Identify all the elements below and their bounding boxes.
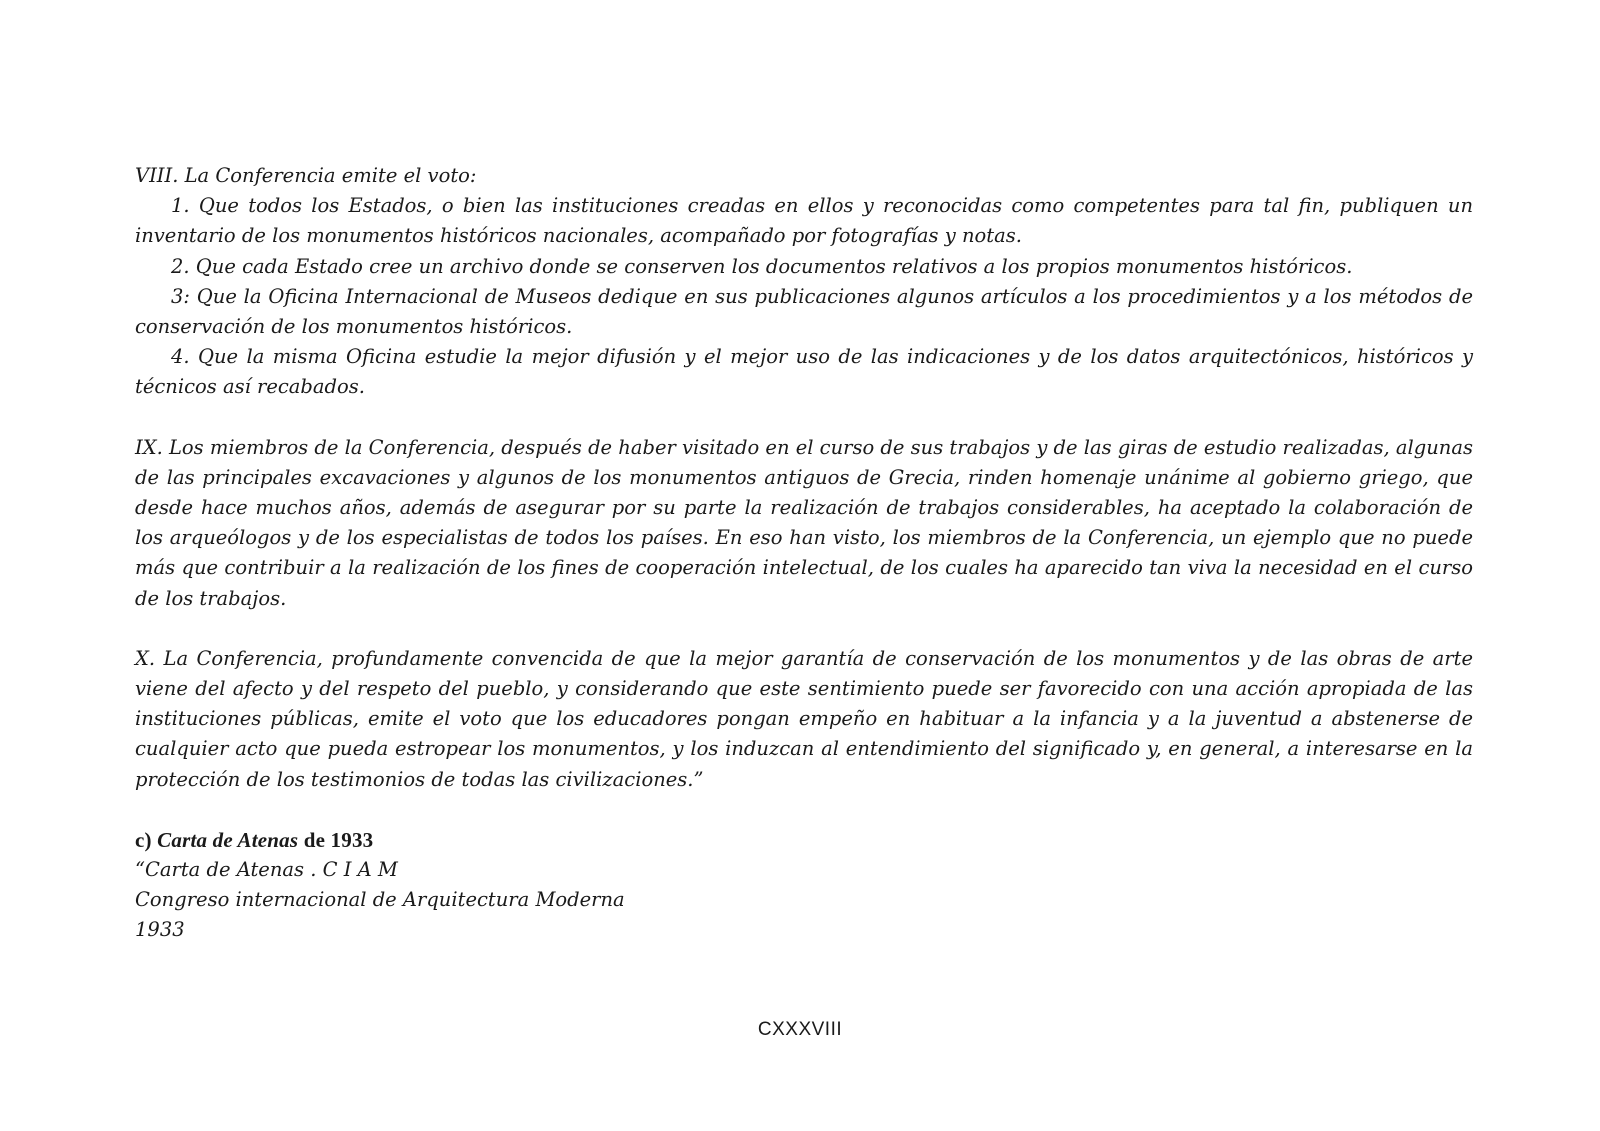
section-viii-item-1: 1. Que todos los Estados, o bien las instituciones creadas en ellos y reconocidas como competentes para tal fin, publiquen un inventario de los monumentos históricos nacionales, acompañado por fotografías y notas. [135, 194, 1473, 248]
section-c-title: Carta de Atenas [157, 827, 299, 852]
section-c-suffix: de 1933 [298, 827, 374, 852]
document-body [135, 161, 1473, 946]
section-viii-item-4: 4. Que la misma Oficina estudie la mejor difusión y el mejor uso de las indicaciones y de los datos arquitectónicos, históricos y técnicos así recabados. [135, 345, 1473, 399]
section-x-paragraph: X. La Conferencia, profundamente convencida de que la mejor garantía de conservación de los monumentos y de las obras de arte viene del afecto y del respeto del pueblo, y considerando que este sentimiento puede ser favorecido con una acción apropiada de las instituciones públicas, emite el voto que los educadores pongan empeño en habituar a la infancia y a la juventud a abstenerse de cualquier acto que pueda estropear los monumentos, y los induzcan al entendimiento del significado y, en general, a interesarse en la protección de los testimonios de todas las civilizaciones.” [135, 646, 1473, 791]
section-c-line-2: Congreso internacional de Arquitectura Moderna [135, 888, 625, 912]
page-number: CXXXVIII [757, 1019, 843, 1040]
section-c-line-1: “Carta de Atenas . C I A M [135, 858, 398, 882]
section-c-prefix: c) [135, 827, 158, 852]
section-viii-item-3: 3: Que la Oficina Internacional de Museos dedique en sus publicaciones algunos artículos a los procedimientos y a los métodos de conservación de los monumentos históricos. [135, 284, 1473, 339]
section-viii-item-2: 2. Que cada Estado cree un archivo donde se conserven los documentos relativos a los propios monumentos históricos. [171, 254, 1353, 278]
section-c-heading [135, 825, 1473, 855]
section-viii-intro: VIII. La Conferencia emite el voto: [135, 164, 477, 187]
section-c-line-3: 1933 [135, 918, 185, 942]
section-ix-paragraph: IX. Los miembros de la Conferencia, después de haber visitado en el curso de sus trabajos y de las giras de estudio realizadas, algunas de las principales excavaciones y algunos de los monumentos antiguos de Grecia, rinden homenaje unánime al gobierno griego, que desde hace muchos años, además de asegurar por su parte la realización de trabajos considerables, ha aceptado la colaboración de los arqueólogos y de los especialistas de todos los países. En eso han visto, los miembros de la Conferencia, un ejemplo que no puede más que contribuir a la realización de los fines de cooperación intelectual, de los cuales ha aparecido tan viva la necesidad en el curso de los trabajos. [135, 435, 1473, 610]
